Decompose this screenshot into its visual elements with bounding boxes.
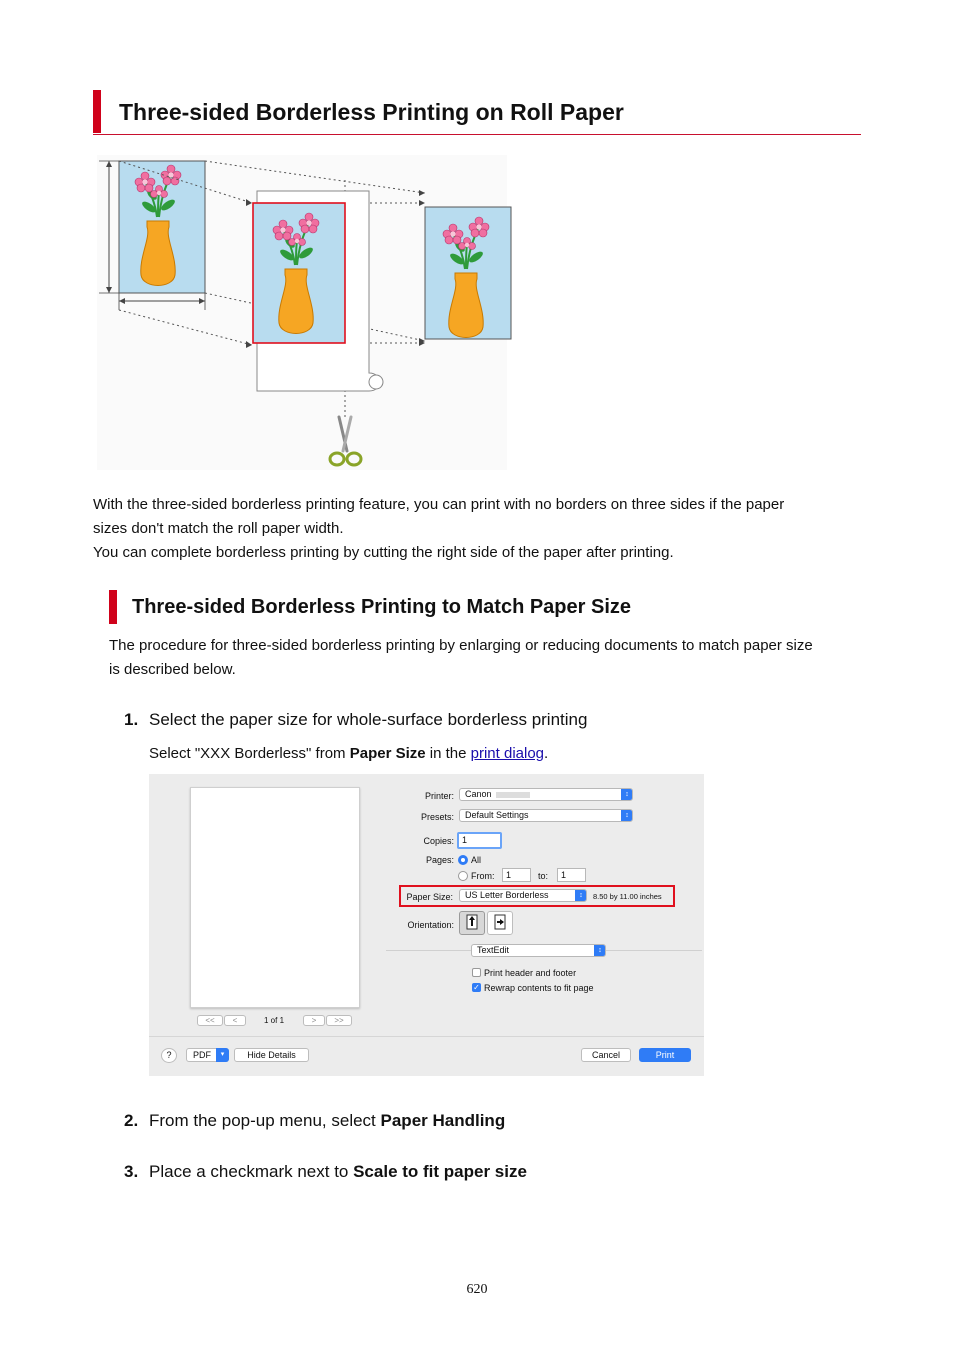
paper-size-label: Paper Size: [406, 892, 453, 902]
section-title: Three-sided Borderless Printing on Roll Paper [119, 99, 624, 125]
printer-value: Canon [465, 789, 492, 799]
orientation-label: Orientation: [407, 920, 454, 930]
chevron-updown-icon: ↕ [621, 809, 633, 822]
subsection-title: Three-sided Borderless Printing to Match Paper Size [132, 596, 632, 618]
landscape-button[interactable] [487, 911, 513, 935]
bottom-divider [149, 1036, 704, 1037]
detail-bold: Paper Size [349, 745, 426, 762]
print-dialog-link[interactable]: print dialog [470, 745, 545, 762]
step-3-number: 3. [124, 1162, 139, 1181]
next-page-button[interactable]: > [303, 1015, 325, 1026]
section-heading [93, 90, 861, 135]
to-label: to: [538, 871, 549, 881]
page-counter: 1 of 1 [264, 1016, 285, 1025]
pages-range-radio[interactable] [458, 871, 468, 881]
chevron-down-icon: ▾ [216, 1048, 229, 1062]
hide-details-button[interactable]: Hide Details [234, 1048, 309, 1062]
step-3-bold: Scale to fit paper size [353, 1162, 527, 1181]
presets-label: Presets: [420, 812, 454, 822]
print-button[interactable]: Print [639, 1048, 691, 1062]
paper-size-value: US Letter Borderless [465, 890, 549, 900]
portrait-icon [461, 912, 483, 932]
pdf-menu-button[interactable] [186, 1048, 229, 1062]
app-settings-select[interactable] [471, 944, 606, 957]
step-2-bold: Paper Handling [380, 1111, 506, 1130]
app-menu-value: TextEdit [477, 945, 510, 955]
intro-line-2: sizes don't match the roll paper width. [93, 520, 344, 537]
pages-all-label: All [471, 855, 482, 865]
detail-mid: in the [425, 745, 471, 762]
rewrap-label: Rewrap contents to fit page [484, 983, 594, 993]
step-3-prefix: Place a checkmark next to [149, 1162, 354, 1181]
subheading-accent-bar [109, 590, 117, 624]
subsection-heading [109, 590, 869, 624]
pages-label: Pages: [425, 855, 454, 865]
printer-label: Printer: [424, 791, 454, 801]
subsection-intro-line-1: The procedure for three-sided borderless printing by enlarging or reducing documents to match paper size [109, 637, 813, 654]
header-footer-checkbox[interactable] [472, 968, 481, 977]
pages-all-radio[interactable] [458, 855, 468, 865]
help-button[interactable]: ? [161, 1048, 177, 1063]
print-dialog [149, 774, 704, 1076]
first-page-button[interactable]: << [197, 1015, 223, 1026]
step-1-text: Select the paper size for whole-surface borderless printing [149, 710, 588, 729]
heading-accent-bar [93, 90, 101, 133]
last-page-button[interactable]: >> [326, 1015, 352, 1026]
pdf-label: PDF [193, 1050, 211, 1060]
step-2-text [149, 1111, 505, 1131]
paper-dimensions: 8.50 by 11.00 inches [593, 892, 662, 901]
detail-pre: Select "XXX Borderless" from [149, 745, 350, 762]
from-label: From: [471, 871, 495, 881]
page-preview [190, 787, 360, 1008]
copies-input[interactable]: 1 [457, 832, 502, 849]
subsection-intro-line-2: is described below. [109, 661, 236, 678]
intro-line-1: With the three-sided borderless printing feature, you can print with no borders on three sides if the paper [93, 496, 785, 513]
detail-post: . [544, 745, 549, 762]
paper-size-select[interactable] [459, 889, 587, 902]
chevron-updown-icon: ↕ [594, 944, 606, 957]
copies-label: Copies: [423, 836, 454, 846]
rewrap-checkbox[interactable]: ✓ [473, 983, 480, 992]
presets-value: Default Settings [465, 810, 529, 820]
header-footer-label: Print header and footer [484, 968, 577, 978]
page-number: 620 [466, 1282, 488, 1297]
borderless-illustration [97, 155, 517, 475]
step-1-number: 1. [124, 710, 139, 729]
printer-select[interactable] [459, 788, 633, 801]
step-2-prefix: From the pop-up menu, select [149, 1111, 381, 1130]
prev-page-button[interactable]: < [224, 1015, 246, 1026]
cancel-button[interactable]: Cancel [581, 1048, 631, 1062]
from-input[interactable]: 1 [502, 868, 531, 882]
portrait-button[interactable] [459, 911, 485, 935]
to-input[interactable]: 1 [557, 868, 586, 882]
step-2-number: 2. [124, 1111, 139, 1130]
chevron-updown-icon: ↕ [621, 788, 633, 801]
step-3-text [149, 1162, 527, 1182]
intro-line-3: You can complete borderless printing by cutting the right side of the paper after printing. [93, 544, 674, 561]
landscape-icon [489, 912, 511, 932]
step-1-detail [149, 745, 548, 762]
chevron-updown-icon: ↕ [575, 889, 587, 902]
presets-select[interactable] [459, 809, 633, 822]
